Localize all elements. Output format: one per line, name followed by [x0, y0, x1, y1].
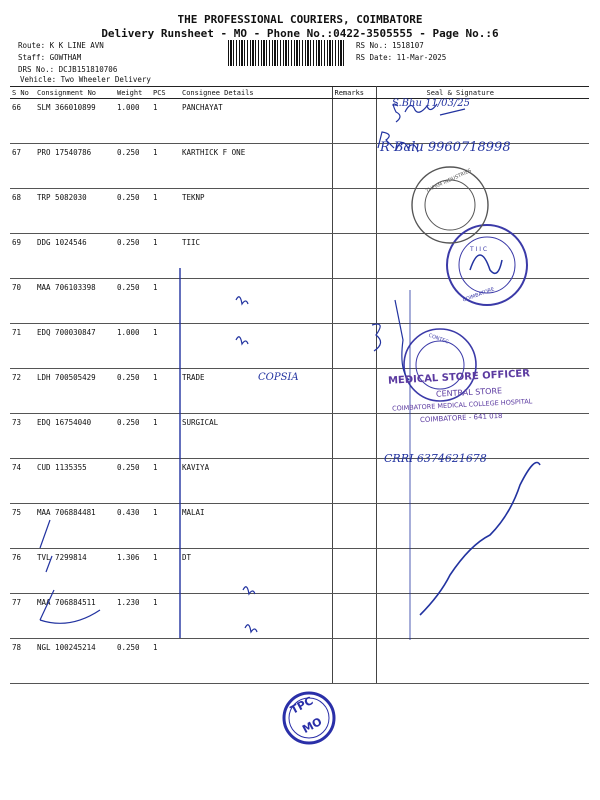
cell-pcs: 1 — [151, 189, 180, 234]
cell-consignment-no: NGL 100245214 — [35, 639, 115, 684]
cell-consignment-no: EDQ 700030847 — [35, 324, 115, 369]
cell-pcs: 1 — [151, 414, 180, 459]
contec-stamp-text: CONTEC — [427, 332, 450, 346]
cell-consignment-no: MAA 706884481 — [35, 504, 115, 549]
cell-consignment-no: PRO 17540786 — [35, 144, 115, 189]
cell-consignment-no: TVL 7299814 — [35, 549, 115, 594]
staff: Staff: GOWTHAM — [18, 53, 82, 62]
cell-sno: 68 — [10, 189, 35, 234]
cell-consignee: DT — [180, 549, 332, 594]
handwriting-row66: S.Bhu 11/03/25 — [392, 98, 470, 109]
tiic-stamp-city: COIMBATORE — [461, 286, 496, 304]
handwriting-row67: R Balu 9960718998 — [380, 140, 511, 155]
cell-weight: 0.250 — [115, 639, 151, 684]
cell-pcs: 1 — [151, 324, 180, 369]
tiic-stamp-text: T I I C — [470, 246, 488, 253]
cell-pcs: 1 — [151, 234, 180, 279]
therm-stamp-text: THERM INDUSTRIES — [425, 167, 473, 195]
cell-sno: 70 — [10, 279, 35, 324]
cell-consignee: TIIC — [180, 234, 332, 279]
cell-sno: 77 — [10, 594, 35, 639]
cell-sno: 67 — [10, 144, 35, 189]
cell-sno: 69 — [10, 234, 35, 279]
cell-consignee: TEKNP — [180, 189, 332, 234]
company-title: THE PROFESSIONAL COURIERS, COIMBATORE — [177, 13, 423, 26]
tpc-label: TPC — [288, 694, 316, 717]
rs-date: RS Date: 11-Mar-2025 — [356, 53, 447, 62]
cell-consignee: PANCHAYAT — [180, 99, 332, 144]
bracket-scribble — [372, 300, 409, 380]
cell-sno: 78 — [10, 639, 35, 684]
cell-weight: 0.250 — [115, 234, 151, 279]
signature-long — [420, 463, 540, 616]
cell-consignment-no: CUD 1135355 — [35, 459, 115, 504]
cell-consignment-no: MAA 706884511 — [35, 594, 115, 639]
cell-pcs: 1 — [151, 279, 180, 324]
cell-sno: 75 — [10, 504, 35, 549]
cell-consignment-no: MAA 706103398 — [35, 279, 115, 324]
cell-weight: 1.230 — [115, 594, 151, 639]
handwriting-row72: COPSIA — [258, 372, 299, 383]
stamp-college: COIMBATORE MEDICAL COLLEGE HOSPITAL — [391, 397, 533, 413]
cell-consignment-no: EDQ 16754040 — [35, 414, 115, 459]
cell-consignment-no: TRP 5082030 — [35, 189, 115, 234]
cell-pcs: 1 — [151, 144, 180, 189]
mo-label: MO — [300, 714, 325, 737]
col-weight: Weight — [115, 87, 151, 99]
cell-weight: 0.250 — [115, 459, 151, 504]
cell-pcs: 1 — [151, 594, 180, 639]
cell-consignee: TRADE — [180, 369, 332, 414]
handwriting-row75: CRRI 6374621678 — [384, 452, 487, 465]
cell-consignment-no: SLM 366010899 — [35, 99, 115, 144]
cell-consignee: MALAI — [180, 504, 332, 549]
col-consignment: Consignment No — [35, 87, 115, 99]
stamp-store: CENTRAL STORE — [435, 386, 503, 399]
cell-weight: 0.430 — [115, 504, 151, 549]
drs-number: DRS No.: DCJB151810706 — [18, 65, 118, 74]
cell-pcs: 1 — [151, 369, 180, 414]
cell-consignment-no: LDH 700505429 — [35, 369, 115, 414]
col-remarks: Remarks — [332, 87, 376, 99]
cell-consignee: KAVIYA — [180, 459, 332, 504]
cell-pcs: 1 — [151, 504, 180, 549]
vehicle: Vehicle: Two Wheeler Delivery — [20, 75, 151, 84]
cell-pcs: 1 — [151, 459, 180, 504]
cell-sno: 71 — [10, 324, 35, 369]
cell-sno: 66 — [10, 99, 35, 144]
cell-weight: 1.306 — [115, 549, 151, 594]
cell-consignee: KARTHICK F ONE — [180, 144, 332, 189]
cell-weight: 0.250 — [115, 279, 151, 324]
cell-consignment-no: DDG 1024546 — [35, 234, 115, 279]
col-sno: S No — [10, 87, 35, 99]
rs-number: RS No.: 1518107 — [356, 41, 424, 50]
cell-weight: 1.000 — [115, 99, 151, 144]
cell-weight: 0.250 — [115, 369, 151, 414]
stamp-officer: MEDICAL STORE OFFICER — [387, 368, 531, 387]
cell-weight: 0.250 — [115, 144, 151, 189]
col-pcs: PCS — [151, 87, 180, 99]
cell-pcs: 1 — [151, 639, 180, 684]
cell-weight: 0.250 — [115, 189, 151, 234]
cell-weight: 1.000 — [115, 324, 151, 369]
runsheet-subtitle: Delivery Runsheet - MO - Phone No.:0422-3505555 - Page No.:6 — [101, 27, 499, 40]
cell-pcs: 1 — [151, 99, 180, 144]
cell-sno: 72 — [10, 369, 35, 414]
cell-weight: 0.250 — [115, 414, 151, 459]
cell-sno: 74 — [10, 459, 35, 504]
cell-sno: 76 — [10, 549, 35, 594]
stamp-city: COIMBATORE - 641 018 — [419, 411, 503, 425]
col-signature: Seal & Signature — [376, 87, 589, 99]
cell-sno: 73 — [10, 414, 35, 459]
cell-consignee: SURGICAL — [180, 414, 332, 459]
route: Route: K K LINE AVN — [18, 41, 104, 50]
cell-pcs: 1 — [151, 549, 180, 594]
col-consignee: Consignee Details — [180, 87, 332, 99]
